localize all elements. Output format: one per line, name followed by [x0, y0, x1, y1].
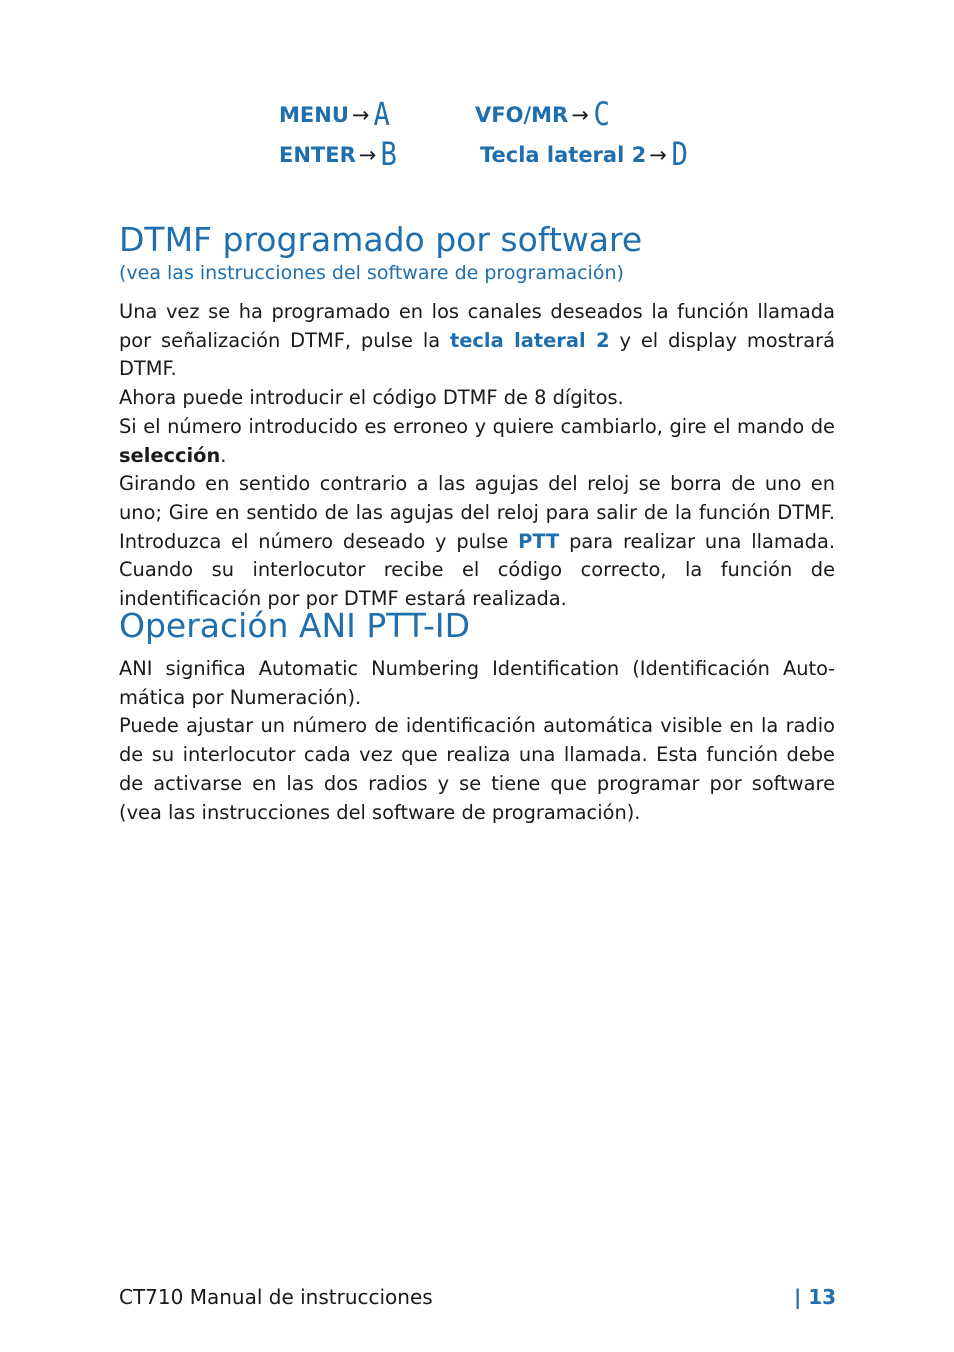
key-label: ENTER	[279, 143, 356, 167]
paragraph: ANI significa Automatic Numbering Identification (Identificación Automática por Numeración).	[119, 657, 835, 709]
arrow-icon: →	[571, 103, 589, 127]
highlight-ptt: PTT	[518, 529, 560, 553]
lcd-glyph: B	[380, 135, 398, 173]
text: para realizar una llamada. Cuando su interlocutor recibe el código correcto, la función de indentificación por por DTMF estará realizada.	[119, 529, 835, 611]
paragraph	[119, 298, 835, 384]
arrow-icon: →	[649, 143, 667, 167]
paragraph	[119, 413, 835, 470]
key-label: Tecla lateral 2	[480, 143, 647, 167]
text: Una vez se ha programado en los canales deseados la función llamada por señalización DTMF, pulse la	[119, 300, 835, 352]
text: .	[220, 443, 227, 467]
section-body-ani	[119, 655, 835, 827]
footer-manual-title: CT710 Manual de instrucciones	[119, 1285, 433, 1309]
text: y el display mostrará DTMF.	[119, 328, 835, 381]
paragraph: Puede ajustar un número de identificación automática visible en la radio de su interlocutor cada vez que realiza una llamada. Esta función debe de activarse en las dos radios y se tiene que programar por software (vea las instrucciones del software de programación).	[119, 714, 835, 824]
section-body-dtmf	[119, 298, 835, 614]
keymap-side-key-2	[480, 135, 689, 173]
section-subtitle: (vea las instrucciones del software de programación)	[119, 262, 624, 284]
key-label: MENU	[279, 103, 349, 127]
keymap-menu	[279, 95, 392, 133]
keymap-vfo-mr	[475, 95, 611, 133]
paragraph	[119, 470, 835, 614]
section-title-dtmf: DTMF programado por software	[119, 220, 643, 259]
section-title-ani: Operación ANI PTT-ID	[119, 606, 471, 645]
lcd-glyph: C	[593, 95, 610, 133]
arrow-icon: →	[351, 103, 370, 127]
lcd-glyph: A	[373, 95, 391, 133]
key-label: VFO/MR	[475, 103, 569, 127]
arrow-icon: →	[358, 143, 377, 167]
highlight-selection: selección	[119, 443, 221, 467]
paragraph: Ahora puede introducir el código DTMF de 8 dígitos.	[119, 386, 624, 410]
lcd-glyph: D	[671, 135, 688, 173]
keymap-enter	[279, 135, 399, 173]
footer-page-number: | 13	[794, 1285, 837, 1309]
highlight-side-key: tecla lateral 2	[450, 328, 610, 352]
text: Girando en sentido contrario a las agujas del reloj se borra de uno en uno; Gire en sentido de las agujas del reloj para salir de la función DTMF. Introduzca el número deseado y pulse	[119, 472, 835, 553]
text: Si el número introducido es erroneo y quiere cambiarlo, gire el mando de	[119, 414, 835, 438]
